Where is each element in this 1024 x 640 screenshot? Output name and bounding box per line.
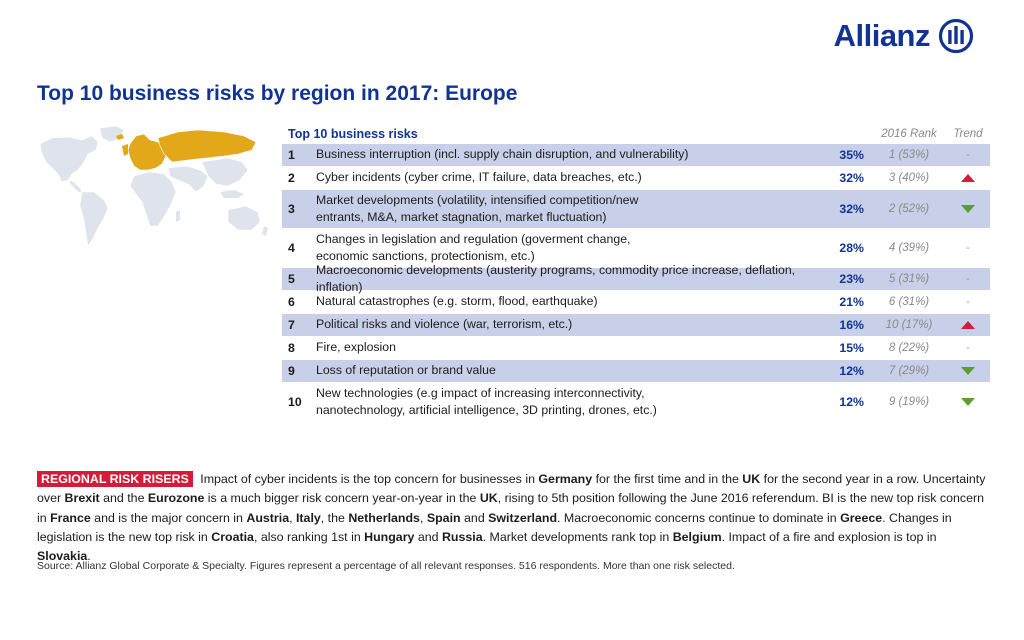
risk-description-line: Natural catastrophes (e.g. storm, flood, earthquake) [316,294,598,309]
risks-table [282,124,990,422]
table-row [282,144,990,166]
highlight-term: Germany [538,472,593,486]
risk-description [316,146,818,163]
risk-description-line: Market developments (volatility, intensified competition/new [316,192,639,207]
page-title: Top 10 business risks by region in 2017: Europe [37,82,518,105]
risers-text: , also ranking 1st in [253,530,365,545]
header-label: Top 10 business risks [288,127,418,141]
highlight-term: UK [479,491,498,506]
risers-text: and the [99,491,148,506]
trend-no-change: - [966,296,970,308]
risk-rank-number: 7 [288,318,295,332]
trend-up-icon [946,321,990,329]
risers-text: for the first time and in the [592,472,743,486]
risk-description [316,339,818,356]
risk-percentage: 12% [839,395,864,409]
highlight-term: Hungary [364,530,415,545]
header-trend: Trend [953,128,983,140]
risk-description-line: New technologies (e.g impact of increasing interconnectivity, [316,385,645,400]
risk-description-line: economic sanctions, protectionism, etc.) [316,249,535,263]
risk-description [316,293,818,310]
risers-text: , the [320,510,349,525]
highlight-term: Brexit [64,491,100,506]
risk-description [316,231,818,266]
table-row [282,262,990,294]
previous-rank: 2 (52%) [888,203,930,215]
table-row [282,190,990,228]
risers-text: . Macroeconomic concerns continue to dominate in [557,510,841,525]
highlight-term: Spain [426,510,461,525]
risk-percentage: 16% [839,318,864,332]
risers-text: . Market developments rank top in [482,530,673,545]
previous-rank: 7 (29%) [888,365,930,377]
trend-no-change: - [966,342,970,354]
highlight-term: Greece [840,510,883,525]
source-note: Source: Allianz Global Corporate & Specialty. Figures represent a percentage of all relevant responses. 516 respondents. More than one risk selected. [37,560,735,572]
previous-rank: 6 (31%) [888,296,930,308]
risk-percentage: 28% [839,241,864,255]
risk-rank-number: 6 [288,295,295,309]
risers-text: for the second year in a row. Uncertainty over [37,472,986,506]
risk-percentage: 32% [839,202,864,216]
risk-rank-number: 9 [288,364,295,378]
highlight-term: Italy [295,510,321,525]
trend-down-icon [946,205,990,213]
previous-rank: 10 (17%) [885,319,933,331]
highlight-term: Netherlands [348,510,420,525]
risk-description-line: Changes in legislation and regulation (goverment change, [316,231,631,246]
risk-description [316,169,818,186]
risk-rank-number: 4 [288,241,295,255]
previous-rank: 1 (53%) [888,149,930,161]
highlight-term: Switzerland [488,510,558,525]
triangle-down-icon [961,205,975,213]
previous-rank: 5 (31%) [888,273,930,285]
risers-text: . Changes in legislation is the new top risk in [37,510,952,545]
trend-down-icon [946,367,990,375]
risk-description [316,362,818,379]
table-row [282,360,990,382]
highlight-term: France [50,510,91,525]
risers-text: Impact of cyber incidents is the top concern for businesses in [200,472,539,486]
risk-description-line: Cyber incidents (cyber crime, IT failure, data breaches, etc.) [316,170,642,185]
risers-text: and is the major concern in [90,510,247,525]
trend-down-icon [946,398,990,406]
table-row [282,383,990,421]
risk-description-line: Loss of reputation or brand value [316,363,496,378]
risk-percentage: 21% [839,295,864,309]
risk-description-line: Macroeconomic developments (austerity programs, commodity price increase, deflation, inflation) [316,262,796,294]
risk-rank-number: 10 [288,395,302,409]
highlight-term: Austria [246,510,290,525]
table-row [282,314,990,336]
header-rank: 2016 Rank [881,128,937,140]
risers-text: . Impact of a fire and explosion is top in [721,530,937,545]
risers-text: , rising to 5th position following the June 2016 referendum. BI is the new top risk concern in [37,491,984,525]
risk-description [316,316,818,333]
risers-text: . [87,549,91,564]
triangle-up-icon [961,174,975,182]
risk-description-line: nanotechnology, artificial intelligence, 3D printing, drones, etc.) [316,403,657,417]
risers-text: and [460,510,489,525]
risk-description [316,385,818,420]
previous-rank: 9 (19%) [888,396,930,408]
risk-rank-number: 8 [288,341,295,355]
risers-badge: REGIONAL RISK RISERS [37,471,193,487]
trend-up-icon [946,174,990,182]
risk-description [316,262,818,297]
risk-percentage: 12% [839,364,864,378]
risers-text: is a much bigger risk concern year-on-year in the [204,491,480,506]
risk-description-line: Business interruption (incl. supply chain disruption, and vulnerability) [316,147,689,162]
highlight-term: Slovakia [37,549,88,564]
triangle-up-icon [961,321,975,329]
risk-percentage: 35% [839,148,864,162]
trend-no-change: - [966,273,970,285]
regional-risk-risers [37,470,987,567]
previous-rank: 3 (40%) [888,172,930,184]
risk-rank-number: 5 [288,272,295,286]
brand-name: Allianz [833,18,930,53]
triangle-down-icon [961,398,975,406]
table-header [282,124,990,144]
risk-description-line: entrants, M&A, market stagnation, market fluctuation) [316,210,607,224]
trend-no-change: - [966,149,970,161]
table-body [282,144,990,421]
risers-text: and [414,530,442,545]
trend-no-change: - [966,242,970,254]
risk-description [316,192,818,227]
triangle-down-icon [961,367,975,375]
risers-text: , [289,510,296,525]
world-map-europe-highlight-icon [38,122,270,252]
brand-logo [834,18,974,54]
risk-description-line: Political risks and violence (war, terrorism, etc.) [316,317,573,332]
highlight-term: UK [742,472,761,486]
risers-text: , [419,510,427,525]
risk-percentage: 23% [839,272,864,286]
highlight-term: Russia [441,530,483,545]
risk-rank-number: 3 [288,202,295,216]
risk-percentage: 32% [839,171,864,185]
highlight-term: Eurozone [147,491,205,506]
table-row [282,337,990,359]
table-row [282,167,990,189]
highlight-term: Belgium [672,530,722,545]
previous-rank: 8 (22%) [888,342,930,354]
risk-percentage: 15% [839,341,864,355]
risk-description-line: Fire, explosion [316,340,396,355]
risk-rank-number: 1 [288,148,295,162]
table-row [282,291,990,313]
risk-rank-number: 2 [288,171,295,185]
highlight-term: Croatia [211,530,254,545]
allianz-eagle-logo-icon [938,18,974,54]
previous-rank: 4 (39%) [888,242,930,254]
